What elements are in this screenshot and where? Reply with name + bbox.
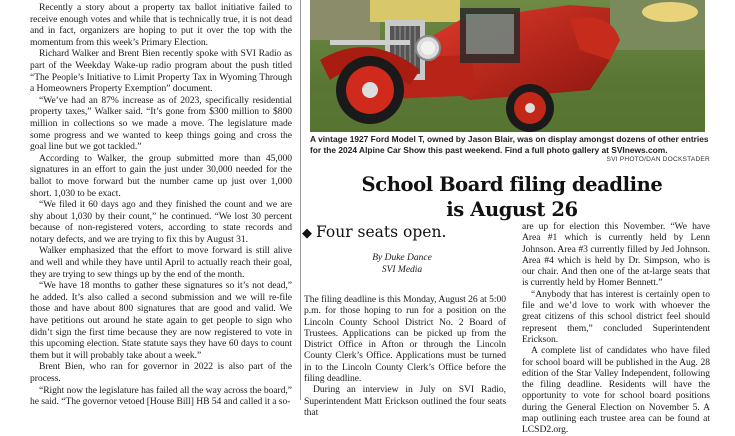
left-paragraph: “We’ve had an 87% increase as of 2023, specifically residential property taxes,” Walker said. “It’s gone from $300 million to $800 million in collections so we made a move. The legislature made some progress and we wanted to keep things going and cross the goal line but we got tackled.”: [30, 94, 292, 153]
vintage-car-illustration: [310, 0, 705, 132]
left-paragraph: “We filed it 60 days ago and they finished the count and we are shy about 1,030 by their count,” he continued. “We lost 30 percent because of non-registered voters, according to state records and notary defects, and we are trying to fix this by August 31.: [30, 199, 292, 245]
headline-line-2: is August 26: [446, 198, 578, 221]
subhead-box: [302, 223, 502, 241]
byline-org: SVI Media: [381, 264, 423, 275]
article-paragraph: A complete list of candidates who have filed for school board will be published in the Aug. 28 edition of the Star Valley Independent, following the filing deadline. Residents will have the opportunity to vote for school board positions during the General Election on November 5. A map outlining each trustee area can be found at LCSD2.org.: [522, 345, 710, 436]
subhead-text: Four seats open.: [316, 223, 447, 241]
column-divider: [300, 0, 301, 400]
article-column-1: [304, 294, 506, 418]
left-article-column: [0, 0, 296, 408]
byline: [302, 253, 502, 276]
left-paragraph: Brent Bien, who ran for governor in 2022 is also part of the process.: [30, 361, 292, 384]
left-paragraph: According to Walker, the group submitted more than 45,000 signatures in an effort to gain the just under 30,000 needed for the ballot to move forward but the number came up just over 1,000 short. 1,030 to be exact.: [30, 152, 292, 199]
article-paragraph: The filing deadline is this Monday, August 26 at 5:00 p.m. for those hoping to run for a position on the Lincoln County School District No. 2 Board of Trustees. Applications can be picked up from the District Office in Afton or through the Lincoln County Clerk’s Office. Applications must be turned in to the Lincoln County Clerk’s Office before the filing deadline.: [304, 294, 506, 385]
headline-line-1: School Board filing deadline: [361, 173, 663, 196]
left-paragraph: “We have 18 months to gather these signatures so it’s not dead,” he added. It’s also called a second submission and we will re-file those and have about 800 signatures that are good and valid. We have petitions out around he state again to get people to sign who didn’t sign the first time because they are now registered to vote in this upcoming election. State statute says they have 60 days to count them but it will probably take about a week.”: [30, 280, 292, 361]
photo-caption: A vintage 1927 Ford Model T, owned by Jason Blair, was on display amongst dozens of other entries for the 2024 Alpine Car Show this past weekend. Find a full photo gallery at SVInews.com.: [310, 134, 709, 155]
article-paragraph: “Anybody that has interest is certainly open to file and we’d love to work with whoever the great citizens of this school district feel should represent them,” concluded Superintendent Erickson.: [522, 288, 710, 345]
article-headline: [312, 172, 712, 222]
left-paragraph: Recently a story about a property tax ballot initiative failed to receive enough votes and while that is technically true, it is not dead and in fact, organizers are hoping to put it over the top with the momentum from this week’s Primary Election.: [30, 2, 292, 48]
left-paragraph: Richard Walker and Brent Bien recently spoke with SVI Radio as part of the Weekday Wake-up radio program about the push titled “The People’s Initiative to Limit Property Tax in Wyoming Through a Homeowners Property Exemption” document.: [30, 48, 292, 95]
left-paragraph: Walker emphasized that the effort to move forward is still alive and well and while they have until April to actually reach their goal, they are trying to sew things up by the end of the month.: [30, 245, 292, 280]
article-paragraph: During an interview in July on SVI Radio, Superintendent Matt Erickson outlined the four seats that: [304, 384, 506, 418]
car-show-photo: [310, 0, 705, 132]
article-subhead: [302, 223, 502, 241]
byline-name: By Duke Dance: [372, 253, 432, 263]
diamond-bullet-icon: ◆: [302, 226, 312, 241]
right-page-area: [302, 0, 735, 436]
photo-credit: SVI PHOTO/DAN DOCKSTADER: [606, 156, 710, 163]
left-paragraph: “Right now the legislature has failed all the way across the board,” he said. “The governor vetoed [House Bill] HB 54 and called it a so-: [30, 384, 292, 408]
article-column-2: [522, 221, 710, 436]
article-paragraph: are up for election this November. “We have Area #1 which is currently held by Lenn Johnson. Area #3 currently filled by Jed Johnson. Area #4 which is held by Dr. Simpson, who is our chair. And then one of the at-large seats that is currently held by Homer Bennett.”: [522, 221, 710, 289]
